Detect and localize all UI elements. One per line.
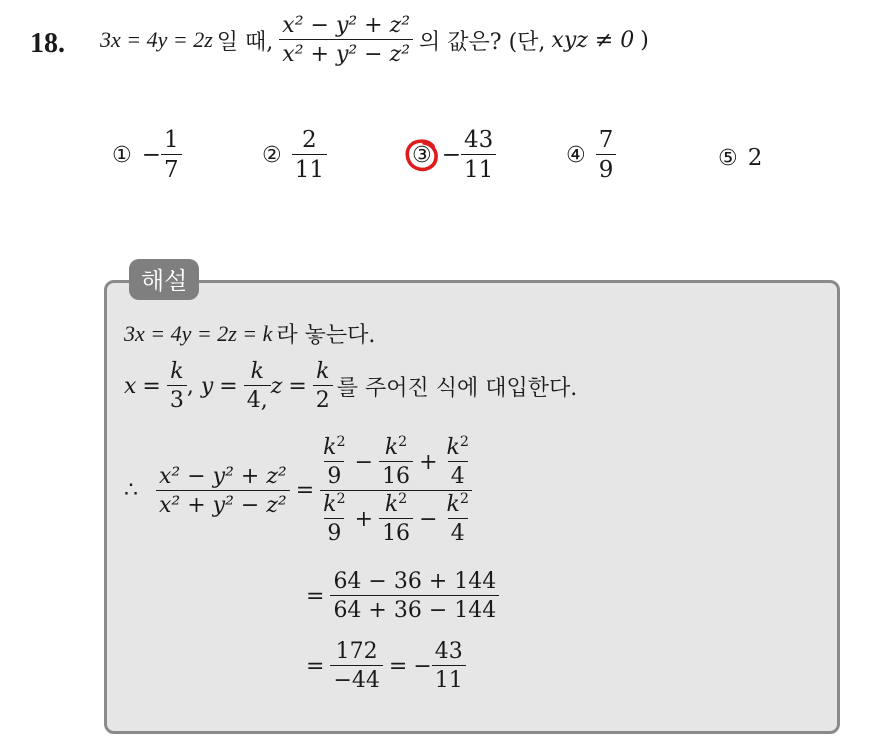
step2-numerator: 64 − 36 + 144 (333, 569, 497, 594)
choice-value: 2 (747, 145, 763, 171)
choice-fraction (292, 128, 327, 182)
substitution-text: 라 놓는다. (276, 323, 376, 348)
choice-numerator: 43 (464, 127, 494, 153)
lhs-numerator: x² − y² + z² (159, 463, 287, 489)
choice-denominator: 9 (596, 154, 617, 182)
choice-mark: ④ (566, 142, 586, 168)
target-expression (279, 14, 413, 66)
question-number: 18. (30, 28, 65, 59)
choice-numerator: 2 (302, 127, 317, 153)
choice-4[interactable] (566, 128, 616, 182)
choice-3[interactable] (412, 128, 496, 182)
target-numerator: x² − y² + z² (282, 13, 411, 38)
condition-expression: 3x = 4y = 2z (100, 27, 213, 53)
choice-fraction (161, 128, 182, 182)
choice-mark: ① (112, 142, 132, 168)
step3-numerator: 172 (335, 639, 378, 664)
choice-mark: ⑤ (718, 145, 738, 171)
question-text (100, 14, 649, 66)
choice-numerator: 1 (164, 127, 179, 153)
target-denominator: x² + y² − z² (279, 39, 413, 66)
substitution-instruction: 를 주어진 식에 대입한다. (336, 375, 578, 401)
choice-1[interactable] (112, 128, 182, 182)
final-numerator: 43 (434, 639, 463, 664)
solution-tag: 해설 (129, 259, 199, 300)
choice-denominator: 7 (161, 154, 182, 182)
final-denominator: 11 (432, 665, 466, 692)
choice-mark: ② (262, 142, 282, 168)
choice-fraction (596, 128, 617, 182)
choice-2[interactable] (262, 128, 327, 182)
choice-mark: ③ (412, 142, 432, 168)
final-sign: − (413, 653, 432, 679)
step2-denominator: 64 + 36 − 144 (330, 595, 499, 622)
condition-particle: 일 때, (216, 29, 274, 55)
choice-5[interactable] (718, 145, 762, 171)
solution-line-2: x = $\frac{k}{3}$ , y = $\frac{k}{4,}$ z = $\frac{k}{2}$ 를 주어진 식에 대입한다. (124, 359, 578, 414)
choice-denominator: 11 (292, 154, 327, 182)
substitution-equation: 3x = 4y = 2z = k (124, 320, 273, 346)
solution-step-1: ∴ $\frac{\text{x² − y² + z²}}{\text{x² + y² − z²}}$ = $\frac{k^2}{9}$ − $\frac{k^2}{16}$ + $\frac{k^2}{4}$ $\frac{k^2}{9}$ + $\frac{k^2}{16}$ − $\frac{k^2}{4}$ (124, 436, 472, 545)
question-ask: 의 값은? (단, (419, 29, 546, 55)
step3-denominator: −44 (330, 665, 382, 692)
choice-sign: − (141, 142, 162, 169)
solution-line-1 (124, 318, 375, 349)
choice-fraction (461, 128, 496, 182)
choice-sign: − (441, 142, 462, 169)
solution-step-3: = $\frac{172}{-44}$ = − $\frac{43}{11}$ (300, 640, 466, 692)
choice-numerator: 7 (598, 127, 614, 153)
nonzero-condition: xyz ≠ 0 (551, 27, 635, 53)
lhs-denominator: x² + y² − z² (156, 490, 290, 517)
solution-step-2: = $\frac{64 - 36 + 144}{64 + 36 - 144}$ (300, 570, 499, 622)
close-paren: ) (640, 27, 649, 53)
compound-fraction: $\frac{k^2}{9}$ − $\frac{k^2}{16}$ + $\frac{k^2}{4}$ $\frac{k^2}{9}$ + $\frac{k^2}{16}$ − $\frac{k^2}{4}$ (320, 436, 472, 545)
choice-denominator: 11 (461, 154, 496, 182)
therefore-symbol: ∴ (124, 478, 138, 504)
